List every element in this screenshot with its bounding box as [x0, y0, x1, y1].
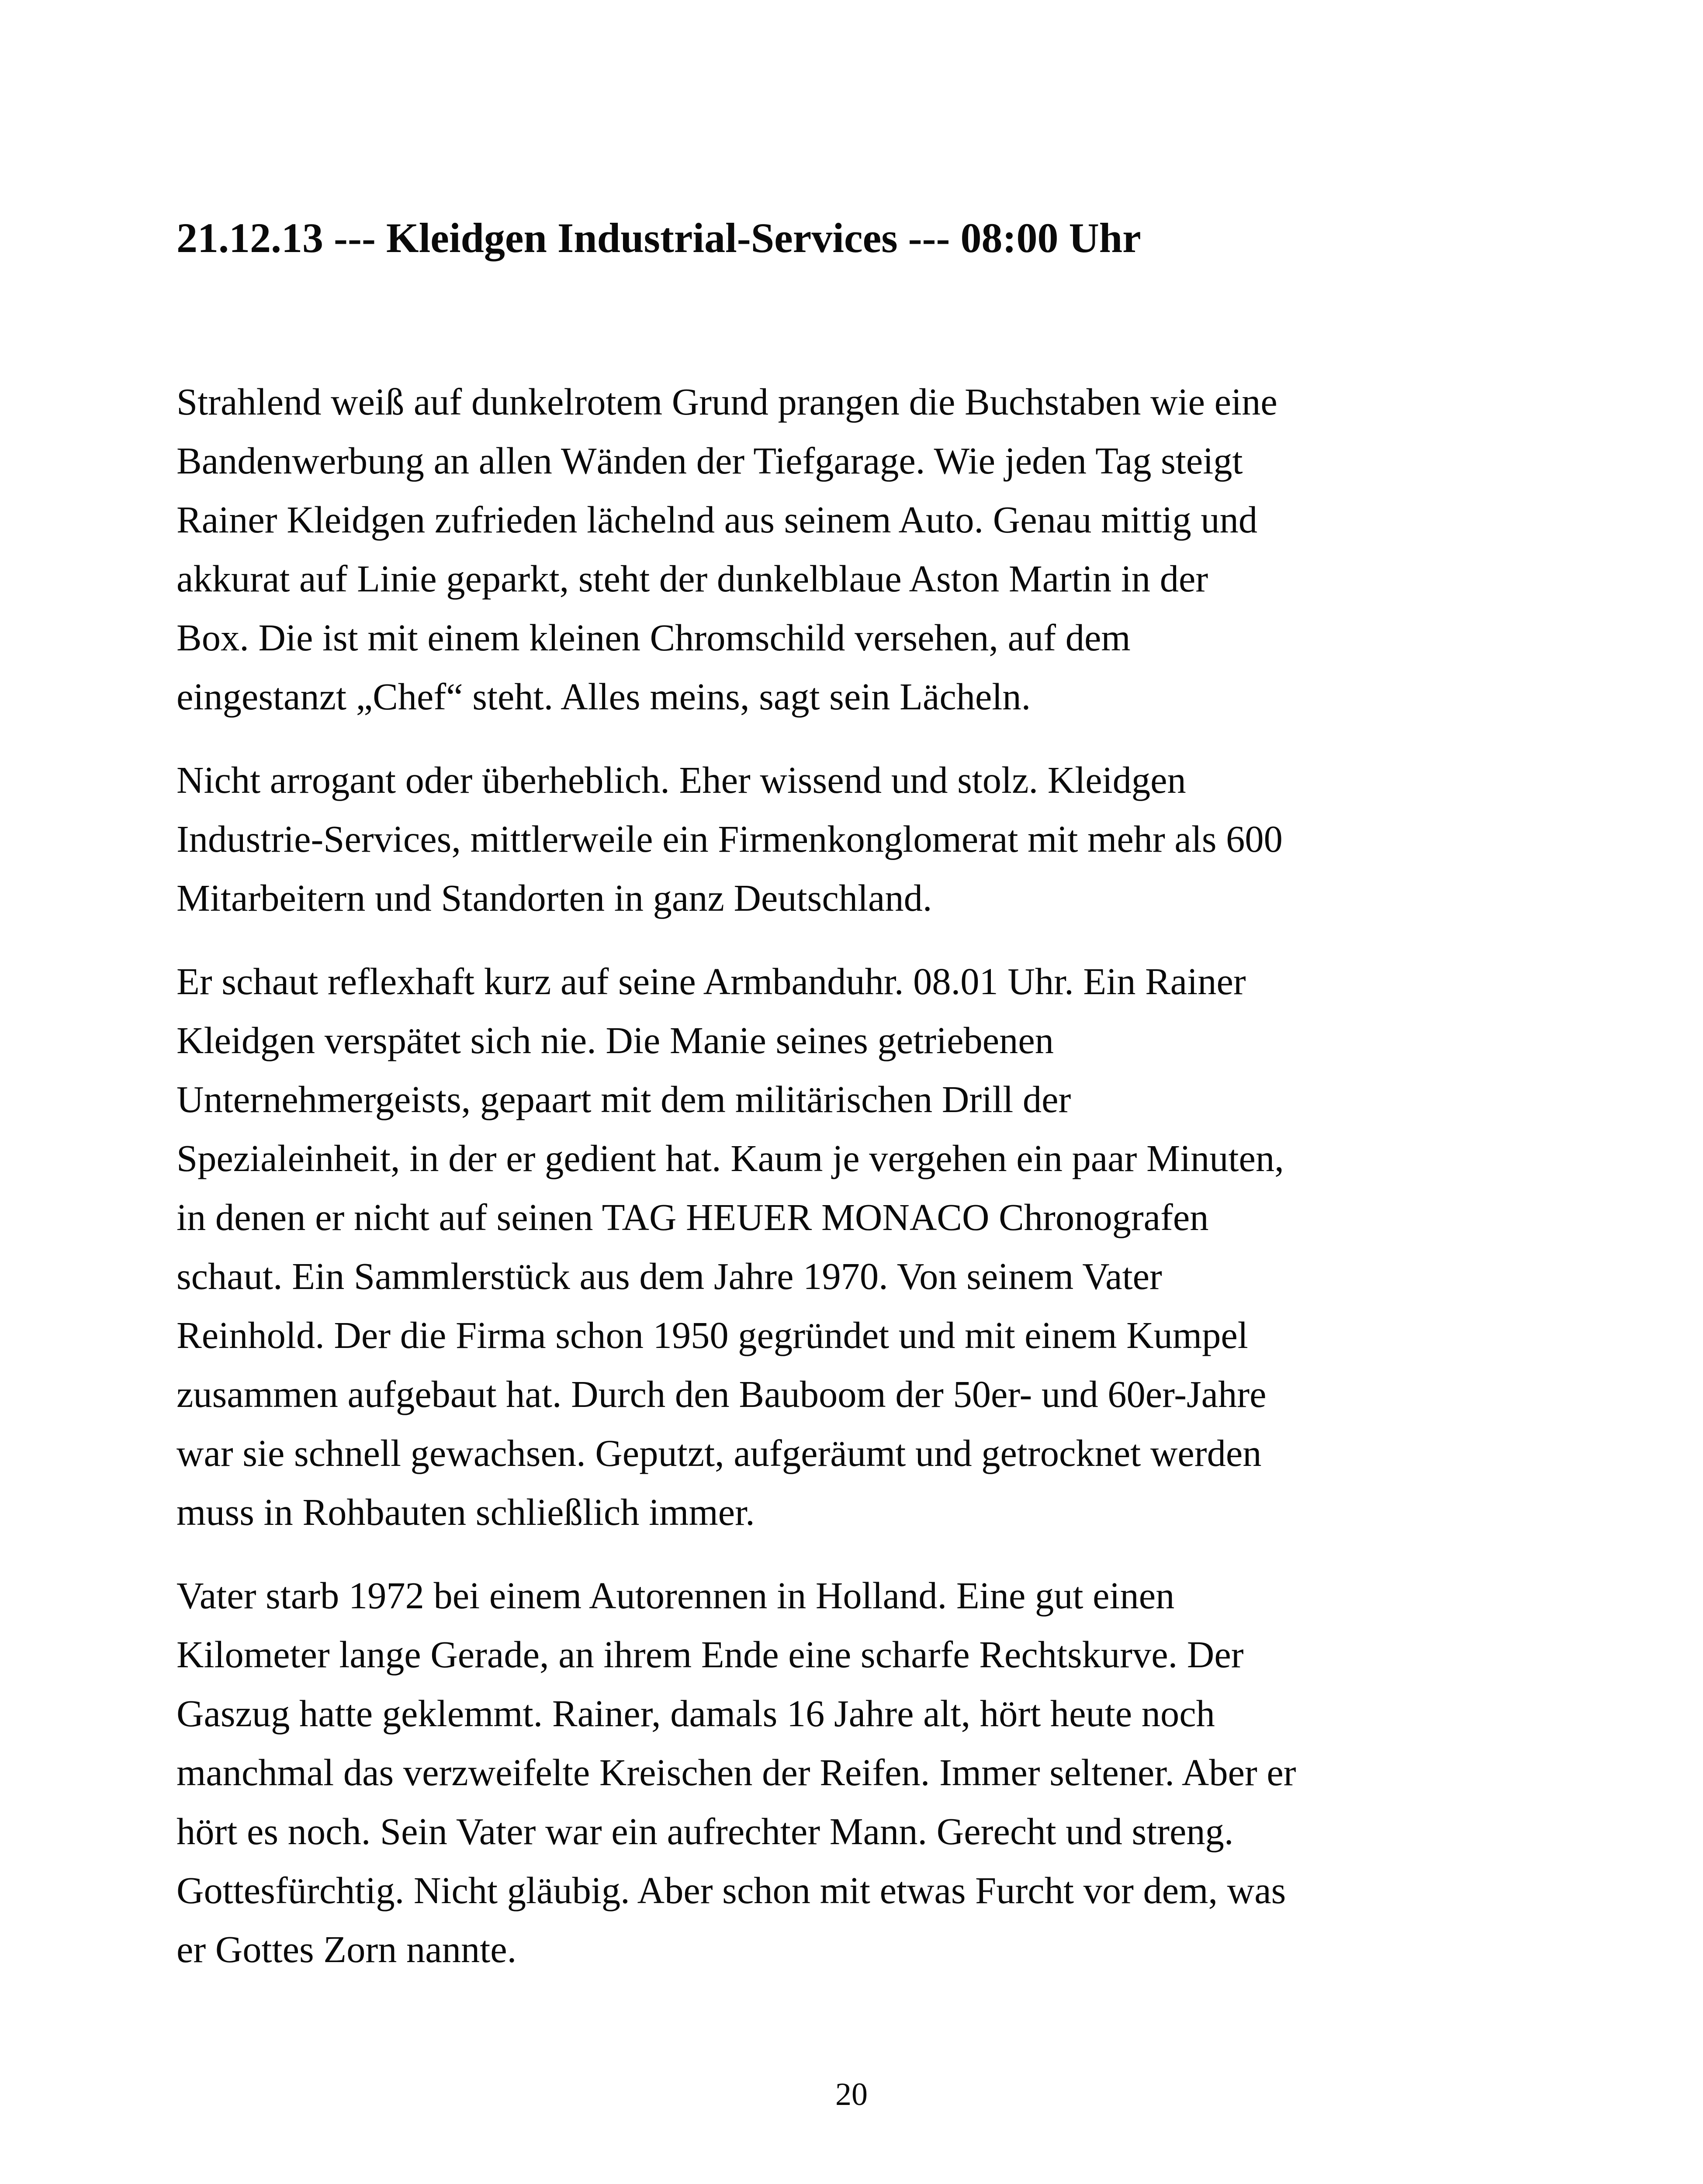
text-line: Mitarbeitern und Standorten in ganz Deutschland. — [177, 877, 932, 919]
text-line: Gaszug hatte geklemmt. Rainer, damals 16 Jahre alt, hört heute noch — [177, 1693, 1215, 1735]
text-line: Er schaut reflexhaft kurz auf seine Armbanduhr. 08.01 Uhr. Ein Rainer — [177, 961, 1246, 1002]
text-line: Box. Die ist mit einem kleinen Chromschild versehen, auf dem — [177, 617, 1131, 659]
text-line: Nicht arrogant oder überheblich. Eher wissend und stolz. Kleidgen — [177, 759, 1186, 801]
text-line: Spezialeinheit, in der er gedient hat. Kaum je vergehen ein paar Minuten, — [177, 1137, 1284, 1179]
paragraph-3 — [177, 952, 1522, 1542]
text-line: er Gottes Zorn nannte. — [177, 1928, 517, 1970]
text-line: Industrie-Services, mittlerweile ein Firmenkonglomerat mit mehr als 600 — [177, 818, 1283, 860]
text-line: war sie schnell gewachsen. Geputzt, aufgeräumt und getrocknet werden — [177, 1432, 1262, 1474]
text-line: zusammen aufgebaut hat. Durch den Bauboom der 50er- und 60er-Jahre — [177, 1373, 1267, 1415]
text-line: Vater starb 1972 bei einem Autorennen in Holland. Eine gut einen — [177, 1575, 1175, 1617]
paragraph-4 — [177, 1566, 1522, 1979]
text-line: Reinhold. Der die Firma schon 1950 gegründet und mit einem Kumpel — [177, 1314, 1248, 1356]
paragraph-2 — [177, 751, 1522, 928]
page-number: 20 — [835, 2077, 868, 2112]
text-line: Kilometer lange Gerade, an ihrem Ende eine scharfe Rechtskurve. Der — [177, 1634, 1244, 1676]
text-line: manchmal das verzweifelte Kreischen der Reifen. Immer seltener. Aber er — [177, 1752, 1296, 1794]
text-line: akkurat auf Linie geparkt, steht der dunkelblaue Aston Martin in der — [177, 558, 1208, 600]
text-line: Rainer Kleidgen zufrieden lächelnd aus seinem Auto. Genau mittig und — [177, 499, 1258, 541]
text-line: Strahlend weiß auf dunkelrotem Grund prangen die Buchstaben wie eine — [177, 381, 1277, 423]
text-line: Unternehmergeists, gepaart mit dem militärischen Drill der — [177, 1078, 1071, 1120]
chapter-heading: 21.12.13 --- Kleidgen Industrial-Services --- 08:00 Uhr — [177, 214, 1141, 261]
text-line: Gottesfürchtig. Nicht gläubig. Aber schon mit etwas Furcht vor dem, was — [177, 1870, 1286, 1911]
body-text — [177, 373, 1522, 2004]
text-line: schaut. Ein Sammlerstück aus dem Jahre 1970. Von seinem Vater — [177, 1255, 1162, 1297]
paragraph-1 — [177, 373, 1522, 726]
text-line: eingestanzt „Chef“ steht. Alles meins, sagt sein Lächeln. — [177, 676, 1031, 718]
text-line: muss in Rohbauten schließlich immer. — [177, 1491, 755, 1533]
text-line: hört es noch. Sein Vater war ein aufrechter Mann. Gerecht und streng. — [177, 1811, 1234, 1852]
text-line: in denen er nicht auf seinen TAG HEUER MONACO Chronografen — [177, 1196, 1209, 1238]
text-line: Bandenwerbung an allen Wänden der Tiefgarage. Wie jeden Tag steigt — [177, 440, 1243, 482]
text-line: Kleidgen verspätet sich nie. Die Manie seines getriebenen — [177, 1019, 1054, 1061]
